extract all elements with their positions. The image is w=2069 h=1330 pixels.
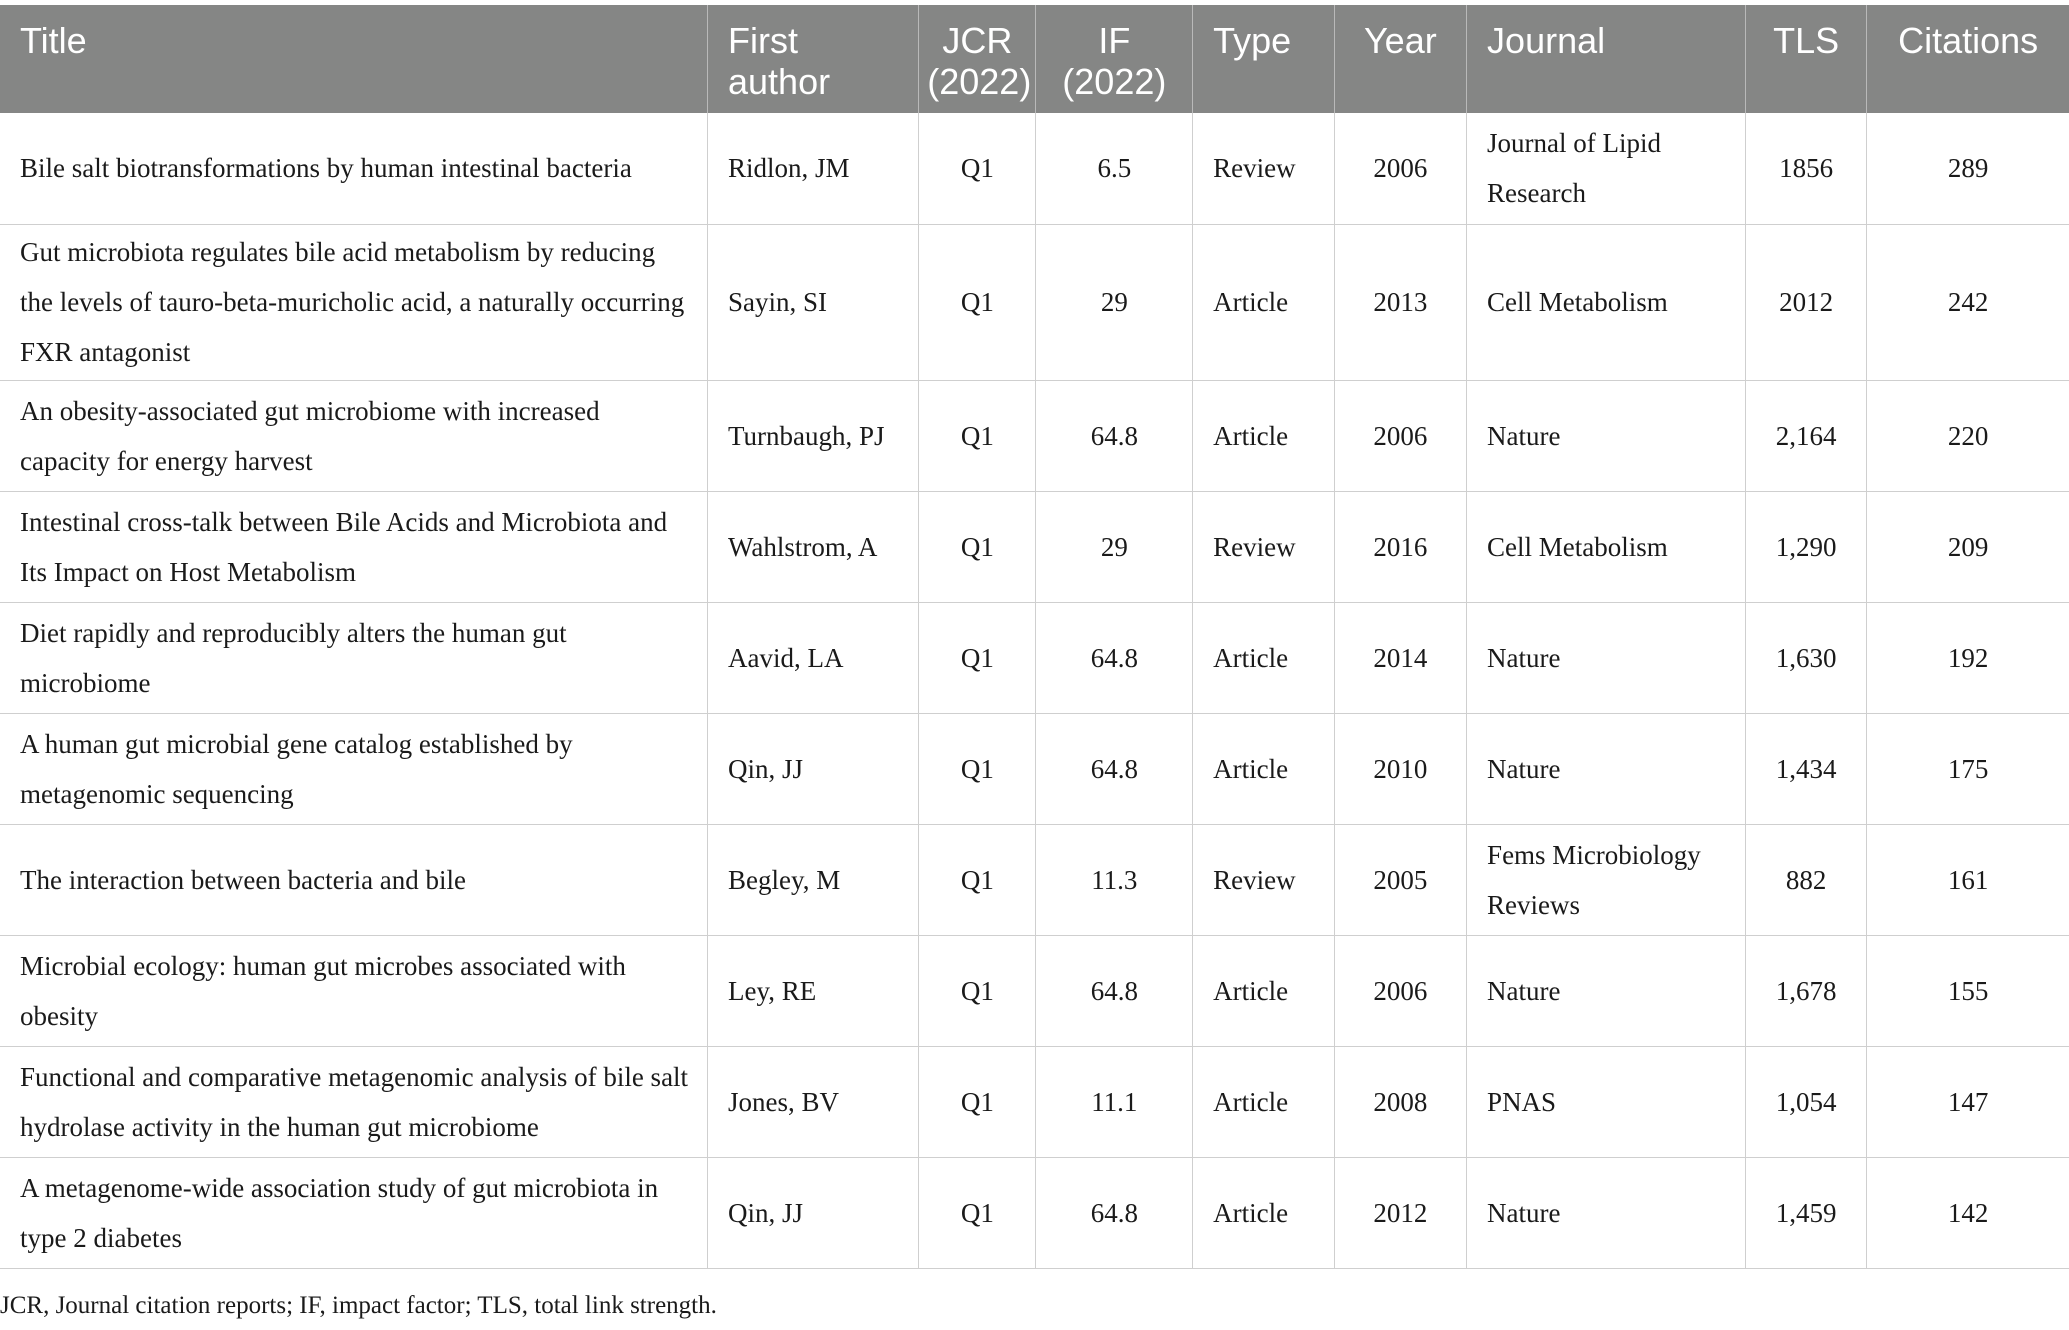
cell-tls: 1,459 <box>1746 1157 1867 1268</box>
cell-type: Article <box>1193 224 1335 380</box>
cell-title: Intestinal cross-talk between Bile Acids and Microbiota and Its Impact on Host Metabolism <box>0 491 708 602</box>
table-header-row <box>0 5 2069 113</box>
cell-citations: 220 <box>1867 380 2069 491</box>
column-header-first-author: First author <box>708 5 919 113</box>
cell-tls: 2012 <box>1746 224 1867 380</box>
cell-title: Microbial ecology: human gut microbes associated with obesity <box>0 935 708 1046</box>
cell-journal: Journal of Lipid Research <box>1467 113 1746 224</box>
cell-citations: 147 <box>1867 1046 2069 1157</box>
cell-tls: 1,678 <box>1746 935 1867 1046</box>
table-row <box>0 224 2069 380</box>
cell-if: 29 <box>1036 491 1193 602</box>
table-row <box>0 824 2069 935</box>
table-row <box>0 713 2069 824</box>
cell-if: 11.1 <box>1036 1046 1193 1157</box>
cell-if: 64.8 <box>1036 1157 1193 1268</box>
cell-journal: Nature <box>1467 935 1746 1046</box>
cell-if: 11.3 <box>1036 824 1193 935</box>
cell-title: Gut microbiota regulates bile acid metabolism by reducing the levels of tauro-beta-muricholic acid, a naturally occurring FXR antagonist <box>0 224 708 380</box>
cell-year: 2013 <box>1334 224 1466 380</box>
cell-jcr: Q1 <box>919 935 1036 1046</box>
cell-first-author: Aavid, LA <box>708 602 919 713</box>
cell-jcr: Q1 <box>919 1157 1036 1268</box>
cell-title: An obesity-associated gut microbiome with increased capacity for energy harvest <box>0 380 708 491</box>
cell-citations: 242 <box>1867 224 2069 380</box>
column-header-type: Type <box>1193 5 1335 113</box>
cell-title: A metagenome-wide association study of gut microbiota in type 2 diabetes <box>0 1157 708 1268</box>
cell-type: Article <box>1193 935 1335 1046</box>
column-header-year: Year <box>1334 5 1466 113</box>
cell-if: 29 <box>1036 224 1193 380</box>
cell-if: 6.5 <box>1036 113 1193 224</box>
cell-type: Article <box>1193 713 1335 824</box>
cell-year: 2012 <box>1334 1157 1466 1268</box>
cell-first-author: Ley, RE <box>708 935 919 1046</box>
cell-journal: Nature <box>1467 602 1746 713</box>
cell-jcr: Q1 <box>919 491 1036 602</box>
cell-first-author: Ridlon, JM <box>708 113 919 224</box>
cell-year: 2006 <box>1334 380 1466 491</box>
cell-citations: 155 <box>1867 935 2069 1046</box>
table-row <box>0 1157 2069 1268</box>
cell-tls: 1,434 <box>1746 713 1867 824</box>
cell-year: 2006 <box>1334 113 1466 224</box>
cell-if: 64.8 <box>1036 380 1193 491</box>
cell-first-author: Qin, JJ <box>708 713 919 824</box>
table-row <box>0 1046 2069 1157</box>
cell-title: The interaction between bacteria and bile <box>0 824 708 935</box>
cell-jcr: Q1 <box>919 824 1036 935</box>
table-row <box>0 380 2069 491</box>
cell-title: A human gut microbial gene catalog established by metagenomic sequencing <box>0 713 708 824</box>
cell-jcr: Q1 <box>919 113 1036 224</box>
cell-first-author: Turnbaugh, PJ <box>708 380 919 491</box>
citation-table-container <box>0 5 2069 1269</box>
cell-type: Review <box>1193 491 1335 602</box>
cell-first-author: Begley, M <box>708 824 919 935</box>
cell-jcr: Q1 <box>919 224 1036 380</box>
cell-tls: 2,164 <box>1746 380 1867 491</box>
cell-jcr: Q1 <box>919 713 1036 824</box>
column-header-journal: Journal <box>1467 5 1746 113</box>
cell-tls: 1856 <box>1746 113 1867 224</box>
cell-journal: Nature <box>1467 713 1746 824</box>
cell-journal: Cell Metabolism <box>1467 224 1746 380</box>
cell-first-author: Wahlstrom, A <box>708 491 919 602</box>
cell-first-author: Sayin, SI <box>708 224 919 380</box>
cell-type: Article <box>1193 602 1335 713</box>
cell-journal: Nature <box>1467 380 1746 491</box>
cell-year: 2016 <box>1334 491 1466 602</box>
cell-citations: 192 <box>1867 602 2069 713</box>
cell-title: Diet rapidly and reproducibly alters the human gut microbiome <box>0 602 708 713</box>
cell-type: Review <box>1193 113 1335 224</box>
table-footnote: JCR, Journal citation reports; IF, impact factor; TLS, total link strength. <box>0 1292 717 1319</box>
cell-year: 2014 <box>1334 602 1466 713</box>
cell-type: Review <box>1193 824 1335 935</box>
cell-jcr: Q1 <box>919 380 1036 491</box>
column-header-tls: TLS <box>1746 5 1867 113</box>
cell-type: Article <box>1193 1157 1335 1268</box>
cell-journal: Nature <box>1467 1157 1746 1268</box>
cell-year: 2010 <box>1334 713 1466 824</box>
cell-type: Article <box>1193 380 1335 491</box>
cell-jcr: Q1 <box>919 602 1036 713</box>
cell-year: 2006 <box>1334 935 1466 1046</box>
table-row <box>0 935 2069 1046</box>
cell-title: Functional and comparative metagenomic analysis of bile salt hydrolase activity in the human gut microbiome <box>0 1046 708 1157</box>
cell-citations: 142 <box>1867 1157 2069 1268</box>
column-header-jcr: JCR (2022) <box>919 5 1036 113</box>
cell-year: 2008 <box>1334 1046 1466 1157</box>
column-header-title: Title <box>0 5 708 113</box>
column-header-if: IF (2022) <box>1036 5 1193 113</box>
table-row <box>0 491 2069 602</box>
top-cited-papers-table <box>0 5 2069 1269</box>
cell-tls: 1,054 <box>1746 1046 1867 1157</box>
cell-citations: 175 <box>1867 713 2069 824</box>
cell-year: 2005 <box>1334 824 1466 935</box>
cell-if: 64.8 <box>1036 602 1193 713</box>
column-header-citations: Citations <box>1867 5 2069 113</box>
cell-jcr: Q1 <box>919 1046 1036 1157</box>
cell-journal: Fems Microbiology Reviews <box>1467 824 1746 935</box>
cell-if: 64.8 <box>1036 935 1193 1046</box>
cell-citations: 161 <box>1867 824 2069 935</box>
cell-title: Bile salt biotransformations by human intestinal bacteria <box>0 113 708 224</box>
cell-citations: 289 <box>1867 113 2069 224</box>
cell-citations: 209 <box>1867 491 2069 602</box>
cell-journal: Cell Metabolism <box>1467 491 1746 602</box>
cell-tls: 1,290 <box>1746 491 1867 602</box>
cell-tls: 1,630 <box>1746 602 1867 713</box>
cell-journal: PNAS <box>1467 1046 1746 1157</box>
table-row <box>0 113 2069 224</box>
cell-if: 64.8 <box>1036 713 1193 824</box>
cell-first-author: Jones, BV <box>708 1046 919 1157</box>
cell-type: Article <box>1193 1046 1335 1157</box>
cell-first-author: Qin, JJ <box>708 1157 919 1268</box>
table-row <box>0 602 2069 713</box>
cell-tls: 882 <box>1746 824 1867 935</box>
